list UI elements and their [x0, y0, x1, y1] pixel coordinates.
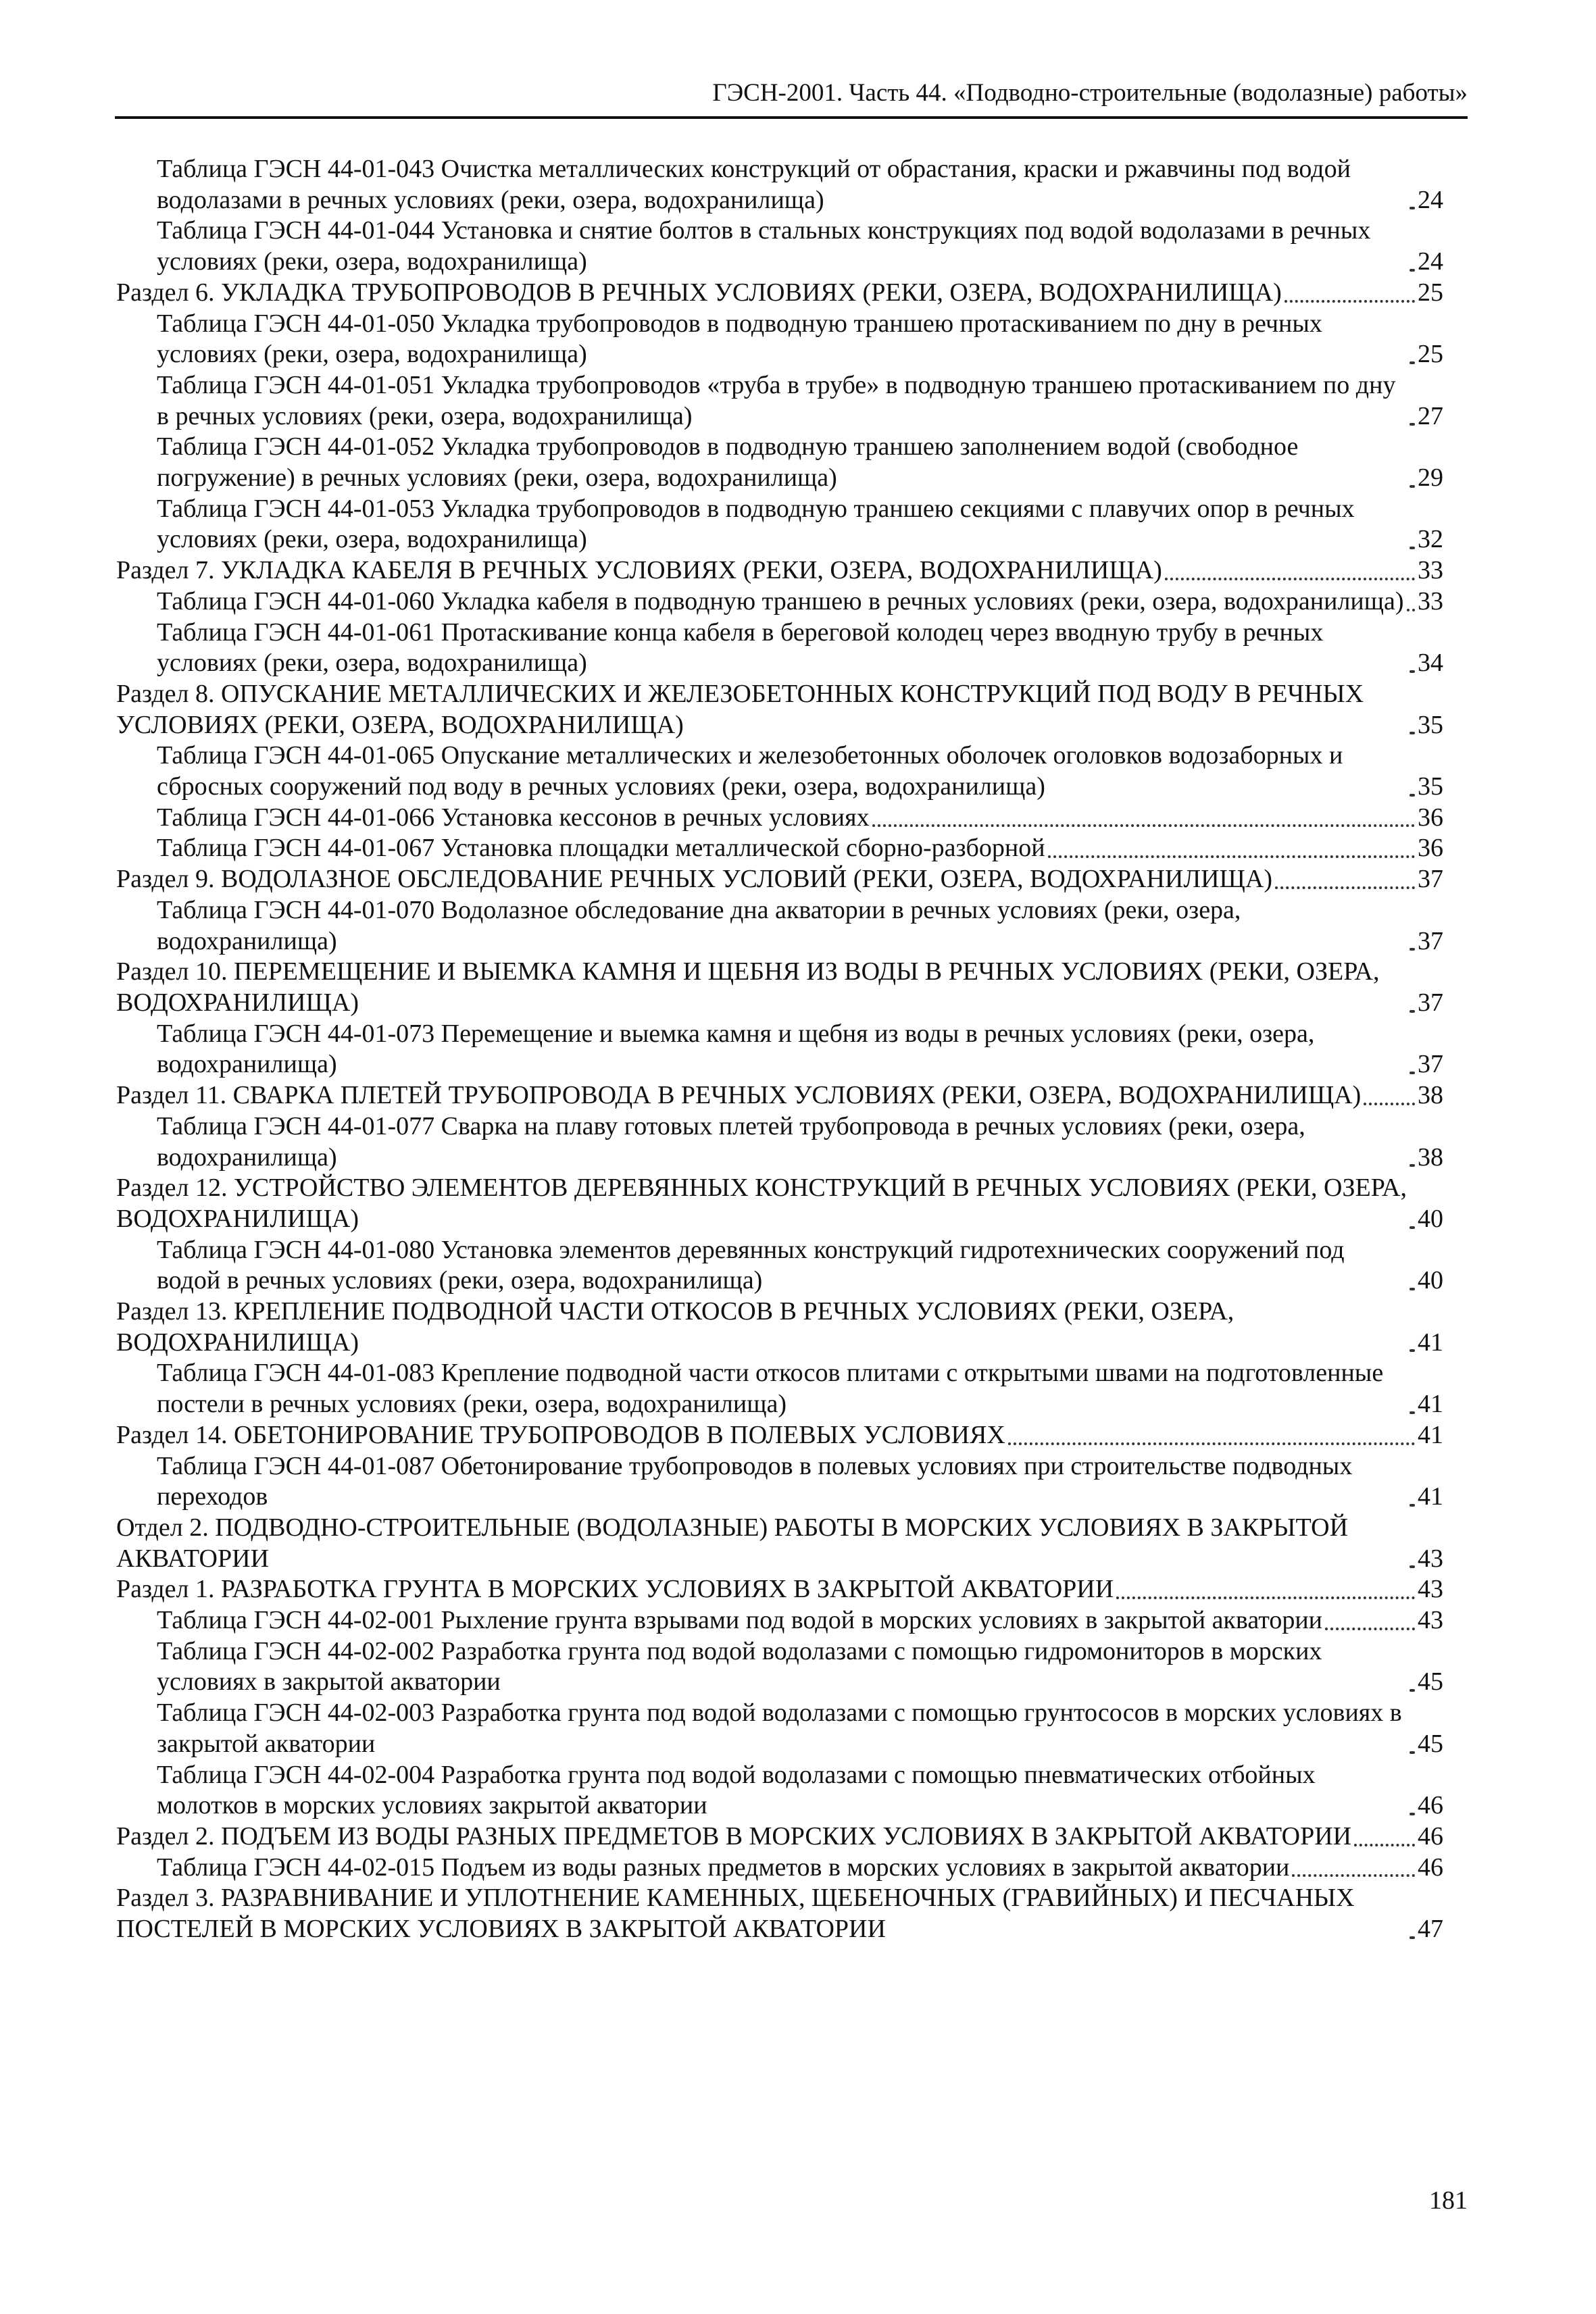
toc-table-entry[interactable]: [116, 895, 1443, 957]
toc-table-entry[interactable]: [116, 1636, 1443, 1698]
toc-entry-page: 37: [1418, 865, 1443, 894]
toc-table-entry[interactable]: [116, 1111, 1443, 1173]
toc-table-entry[interactable]: [116, 432, 1443, 493]
toc-entry-page: 40: [1418, 1204, 1443, 1233]
dot-leader: [1410, 1010, 1415, 1013]
table-of-contents: [116, 154, 1443, 1945]
dot-leader: [1275, 886, 1415, 889]
dot-leader: [1410, 1164, 1415, 1167]
dot-leader: [1116, 1596, 1415, 1599]
toc-entry-page: 25: [1418, 278, 1443, 307]
toc-entry-title: Отдел 2. ПОДВОДНО-СТРОИТЕЛЬНЫЕ (ВОДОЛАЗНЫЕ) РАБОТЫ В МОРСКИХ УСЛОВИЯХ В ЗАКРЫТОЙ АКВАТОРИИ: [116, 1513, 1349, 1573]
toc-entry-page: 36: [1418, 834, 1443, 863]
toc-entry-title: Таблица ГЭСН 44-01-077 Сварка на плаву готовых плетей трубопровода в речных условиях (реки, озера, водохранилища): [157, 1111, 1305, 1172]
toc-table-entry[interactable]: [116, 154, 1443, 216]
toc-section-entry[interactable]: [116, 957, 1443, 1018]
toc-section-entry[interactable]: [116, 278, 1443, 309]
dot-leader: [1410, 670, 1415, 673]
toc-entry-page: 43: [1418, 1575, 1443, 1604]
toc-entry-title: Таблица ГЭСН 44-01-080 Установка элементов деревянных конструкций гидротехнических сооружений под водой в речных условиях (реки, озера, водохранилища): [157, 1235, 1345, 1295]
dot-leader: [1410, 1288, 1415, 1290]
toc-table-entry[interactable]: [116, 586, 1443, 618]
toc-table-entry[interactable]: [116, 1853, 1443, 1884]
toc-entry-page: 29: [1418, 463, 1443, 493]
dot-leader: [1410, 423, 1415, 426]
dot-leader: [1325, 1628, 1415, 1630]
toc-entry-page: 47: [1418, 1915, 1443, 1944]
toc-entry-title: Таблица ГЭСН 44-01-065 Опускание металлических и железобетонных оболочек оголовков водозаборных и сбросных сооружений под воду в речных условиях (реки, озера, водохранилища): [157, 741, 1343, 801]
dot-leader: [1008, 1442, 1415, 1445]
toc-entry-title: Таблица ГЭСН 44-01-083 Крепление подводной части откосов плитами с открытыми швами на подготовленные постели в речных условиях (реки, озера, водохранилища): [157, 1359, 1384, 1419]
toc-entry-page: 40: [1418, 1266, 1443, 1295]
toc-entry-title: Раздел 7. УКЛАДКА КАБЕЛЯ В РЕЧНЫХ УСЛОВИЯХ (РЕКИ, ОЗЕРА, ВОДОХРАНИЛИЩА): [116, 556, 1162, 585]
toc-entry-page: 35: [1418, 772, 1443, 801]
dot-leader: [1410, 485, 1415, 488]
toc-entry-title: Таблица ГЭСН 44-01-073 Перемещение и выемка камня и щебня из воды в речных условиях (реки, озера, водохранилища): [157, 1019, 1315, 1079]
toc-entry-page: 43: [1418, 1544, 1443, 1573]
toc-entry-title: Таблица ГЭСН 44-01-051 Укладка трубопроводов «труба в трубе» в подводную траншею протаскиванием по дну в речных условиях (реки, озера, водохранилища): [157, 370, 1396, 430]
toc-section-entry[interactable]: [116, 864, 1443, 895]
toc-table-entry[interactable]: [116, 833, 1443, 864]
dot-leader: [1410, 1226, 1415, 1229]
toc-entry-title: Раздел 13. КРЕПЛЕНИЕ ПОДВОДНОЙ ЧАСТИ ОТКОСОВ В РЕЧНЫХ УСЛОВИЯХ (РЕКИ, ОЗЕРА, ВОДОХРАНИЛИЩА): [116, 1297, 1235, 1357]
dot-leader: [1410, 1411, 1415, 1414]
toc-entry-page: 37: [1418, 1050, 1443, 1079]
toc-table-entry[interactable]: [116, 370, 1443, 432]
toc-entry-title: Таблица ГЭСН 44-01-044 Установка и снятие болтов в стальных конструкциях под водой водолазами в речных условиях (реки, озера, водохранилища): [157, 216, 1371, 276]
toc-entry-page: 34: [1418, 649, 1443, 678]
toc-entry-page: 33: [1418, 586, 1443, 615]
toc-entry-page: 41: [1418, 1390, 1443, 1419]
toc-entry-page: 38: [1418, 1081, 1443, 1110]
toc-section-entry[interactable]: [116, 679, 1443, 740]
toc-table-entry[interactable]: [116, 309, 1443, 370]
toc-table-entry[interactable]: [116, 1760, 1443, 1821]
toc-entry-title: Раздел 11. СВАРКА ПЛЕТЕЙ ТРУБОПРОВОДА В РЕЧНЫХ УСЛОВИЯХ (РЕКИ, ОЗЕРА, ВОДОХРАНИЛИЩА): [116, 1081, 1362, 1110]
dot-leader: [1410, 1936, 1415, 1939]
toc-entry-page: 24: [1418, 247, 1443, 276]
toc-entry-page: 37: [1418, 988, 1443, 1017]
toc-entry-title: Таблица ГЭСН 44-01-053 Укладка трубопроводов в подводную траншею секциями с плавучих опор в речных условиях (реки, озера, водохранилища): [157, 494, 1355, 554]
toc-entry-title: Раздел 12. УСТРОЙСТВО ЭЛЕМЕНТОВ ДЕРЕВЯННЫХ КОНСТРУКЦИЙ В РЕЧНЫХ УСЛОВИЯХ (РЕКИ, ОЗЕРА, ВОДОХРАНИЛИЩА): [116, 1174, 1407, 1233]
dot-leader: [1410, 1751, 1415, 1754]
toc-table-entry[interactable]: [116, 216, 1443, 277]
toc-entry-title: Раздел 2. ПОДЪЕМ ИЗ ВОДЫ РАЗНЫХ ПРЕДМЕТОВ В МОРСКИХ УСЛОВИЯХ В ЗАКРЫТОЙ АКВАТОРИИ: [116, 1821, 1352, 1851]
toc-table-entry[interactable]: [116, 1698, 1443, 1759]
dot-leader: [1410, 1349, 1415, 1352]
dot-leader: [1410, 361, 1415, 364]
dot-leader: [1410, 732, 1415, 734]
toc-section-entry[interactable]: [116, 1513, 1443, 1574]
toc-entry-title: Раздел 9. ВОДОЛАЗНОЕ ОБСЛЕДОВАНИЕ РЕЧНЫХ УСЛОВИЙ (РЕКИ, ОЗЕРА, ВОДОХРАНИЛИЩА): [116, 865, 1272, 894]
toc-entry-title: Таблица ГЭСН 44-02-001 Рыхление грунта взрывами под водой в морских условиях в закрытой акватории: [157, 1606, 1322, 1635]
toc-table-entry[interactable]: [116, 618, 1443, 679]
toc-table-entry[interactable]: [116, 1358, 1443, 1419]
toc-table-entry[interactable]: [116, 803, 1443, 834]
toc-section-entry[interactable]: [116, 1883, 1443, 1944]
toc-entry-page: 25: [1418, 340, 1443, 369]
toc-entry-page: 38: [1418, 1142, 1443, 1172]
dot-leader: [1410, 1504, 1415, 1507]
dot-leader: [1410, 1072, 1415, 1074]
toc-entry-page: 35: [1418, 710, 1443, 739]
page-number: 181: [1429, 2186, 1468, 2215]
toc-entry-page: 41: [1418, 1328, 1443, 1357]
toc-entry-title: Таблица ГЭСН 44-02-002 Разработка грунта под водой водолазами с помощью гидромониторов в морских условиях в закрытой акватории: [157, 1636, 1322, 1696]
toc-entry-title: Таблица ГЭСН 44-01-061 Протаскивание конца кабеля в береговой колодец через вводную трубу в речных условиях (реки, озера, водохранилища): [157, 618, 1324, 678]
dot-leader: [1364, 1103, 1415, 1105]
toc-entry-title: Таблица ГЭСН 44-01-087 Обетонирование трубопроводов в полевых условиях при строительстве подводных переходов: [157, 1451, 1353, 1511]
toc-entry-title: Раздел 6. УКЛАДКА ТРУБОПРОВОДОВ В РЕЧНЫХ УСЛОВИЯХ (РЕКИ, ОЗЕРА, ВОДОХРАНИЛИЩА): [116, 278, 1282, 307]
toc-entry-title: Раздел 10. ПЕРЕМЕЩЕНИЕ И ВЫЕМКА КАМНЯ И ЩЕБНЯ ИЗ ВОДЫ В РЕЧНЫХ УСЛОВИЯХ (РЕКИ, ОЗЕРА, ВОДОХРАНИЛИЩА): [116, 957, 1380, 1017]
dot-leader: [1410, 547, 1415, 549]
toc-entry-page: 32: [1418, 525, 1443, 554]
dot-leader: [1048, 855, 1415, 858]
toc-table-entry[interactable]: [116, 740, 1443, 802]
toc-entry-title: Таблица ГЭСН 44-01-067 Установка площадки металлической сборно-разборной: [157, 834, 1045, 863]
toc-entry-page: 46: [1418, 1791, 1443, 1820]
toc-table-entry[interactable]: [116, 1235, 1443, 1297]
toc-entry-title: Таблица ГЭСН 44-02-003 Разработка грунта под водой водолазами с помощью грунтососов в морских условиях в закрытой акватории: [157, 1699, 1402, 1758]
dot-leader: [1285, 300, 1415, 303]
toc-section-entry[interactable]: [116, 1574, 1443, 1605]
toc-section-entry[interactable]: [116, 1080, 1443, 1111]
toc-entry-page: 46: [1418, 1853, 1443, 1882]
dot-leader: [1410, 1813, 1415, 1815]
toc-entry-page: 41: [1418, 1420, 1443, 1449]
toc-entry-page: 36: [1418, 803, 1443, 832]
toc-entry-title: Раздел 14. ОБЕТОНИРОВАНИЕ ТРУБОПРОВОДОВ В ПОЛЕВЫХ УСЛОВИЯХ: [116, 1420, 1005, 1449]
toc-section-entry[interactable]: [116, 1297, 1443, 1358]
toc-entry-title: Таблица ГЭСН 44-02-004 Разработка грунта под водой водолазами с помощью пневматических отбойных молотков в морских условиях закрытой акватории: [157, 1760, 1316, 1820]
toc-table-entry[interactable]: [116, 1451, 1443, 1513]
running-header: ГЭСН-2001. Часть 44. «Подводно-строительные (водолазные) работы»: [115, 73, 1468, 119]
toc-entry-title: Таблица ГЭСН 44-02-015 Подъем из воды разных предметов в морских условиях в закрытой акватории: [157, 1853, 1290, 1882]
toc-entry-page: 41: [1418, 1482, 1443, 1511]
toc-entry-title: Таблица ГЭСН 44-01-070 Водолазное обследование дна акватории в речных условиях (реки, озера, водохранилища): [157, 895, 1241, 955]
dot-leader: [1354, 1844, 1415, 1846]
toc-section-entry[interactable]: [116, 555, 1443, 586]
toc-entry-page: 24: [1418, 185, 1443, 214]
toc-entry-page: 45: [1418, 1667, 1443, 1696]
toc-entry-title: Таблица ГЭСН 44-01-060 Укладка кабеля в подводную траншею в речных условиях (реки, озера, водохранилища): [157, 586, 1404, 615]
toc-section-entry[interactable]: [116, 1420, 1443, 1451]
toc-entry-title: Таблица ГЭСН 44-01-052 Укладка трубопроводов в подводную траншею заполнением водой (свободное погружение) в речных условиях (реки, озера, водохранилища): [157, 432, 1299, 493]
toc-entry-title: Таблица ГЭСН 44-01-050 Укладка трубопроводов в подводную траншею протаскиванием по дну в речных условиях (реки, озера, водохранилища): [157, 309, 1322, 369]
toc-entry-title: Раздел 8. ОПУСКАНИЕ МЕТАЛЛИЧЕСКИХ И ЖЕЛЕЗОБЕТОННЫХ КОНСТРУКЦИЙ ПОД ВОДУ В РЕЧНЫХ УСЛОВИЯХ (РЕКИ, ОЗЕРА, ВОДОХРАНИЛИЩА): [116, 679, 1364, 739]
toc-entry-page: 46: [1418, 1821, 1443, 1851]
toc-section-entry[interactable]: [116, 1173, 1443, 1234]
dot-leader: [1410, 1565, 1415, 1568]
dot-leader: [1292, 1874, 1415, 1877]
toc-entry-title: Раздел 1. РАЗРАБОТКА ГРУНТА В МОРСКИХ УСЛОВИЯХ В ЗАКРЫТОЙ АКВАТОРИИ: [116, 1575, 1114, 1604]
dot-leader: [872, 824, 1415, 827]
toc-entry-title: Раздел 3. РАЗРАВНИВАНИЕ И УПЛОТНЕНИЕ КАМЕННЫХ, ЩЕБЕНОЧНЫХ (ГРАВИЙНЫХ) И ПЕСЧАНЫХ ПОСТЕЛЕЙ В МОРСКИХ УСЛОВИЯХ В ЗАКРЫТОЙ АКВАТОРИИ: [116, 1884, 1355, 1944]
dot-leader: [1410, 794, 1415, 797]
toc-entry-page: 43: [1418, 1606, 1443, 1635]
dot-leader: [1165, 578, 1415, 580]
dot-leader: [1407, 609, 1415, 611]
toc-entry-title: Таблица ГЭСН 44-01-066 Установка кессонов в речных условиях: [157, 803, 870, 832]
dot-leader: [1410, 207, 1415, 209]
toc-entry-page: 37: [1418, 926, 1443, 955]
toc-entry-page: 27: [1418, 401, 1443, 430]
toc-entry-page: 45: [1418, 1729, 1443, 1758]
toc-entry-page: 33: [1418, 556, 1443, 585]
toc-entry-title: Таблица ГЭСН 44-01-043 Очистка металлических конструкций от обрастания, краски и ржавчины под водой водолазами в речных условиях (реки, озера, водохранилища): [157, 155, 1351, 214]
toc-table-entry[interactable]: [116, 1019, 1443, 1080]
dot-leader: [1410, 269, 1415, 272]
toc-section-entry[interactable]: [116, 1821, 1443, 1853]
dot-leader: [1410, 1689, 1415, 1692]
toc-table-entry[interactable]: [116, 494, 1443, 555]
dot-leader: [1410, 948, 1415, 951]
toc-table-entry[interactable]: [116, 1605, 1443, 1636]
